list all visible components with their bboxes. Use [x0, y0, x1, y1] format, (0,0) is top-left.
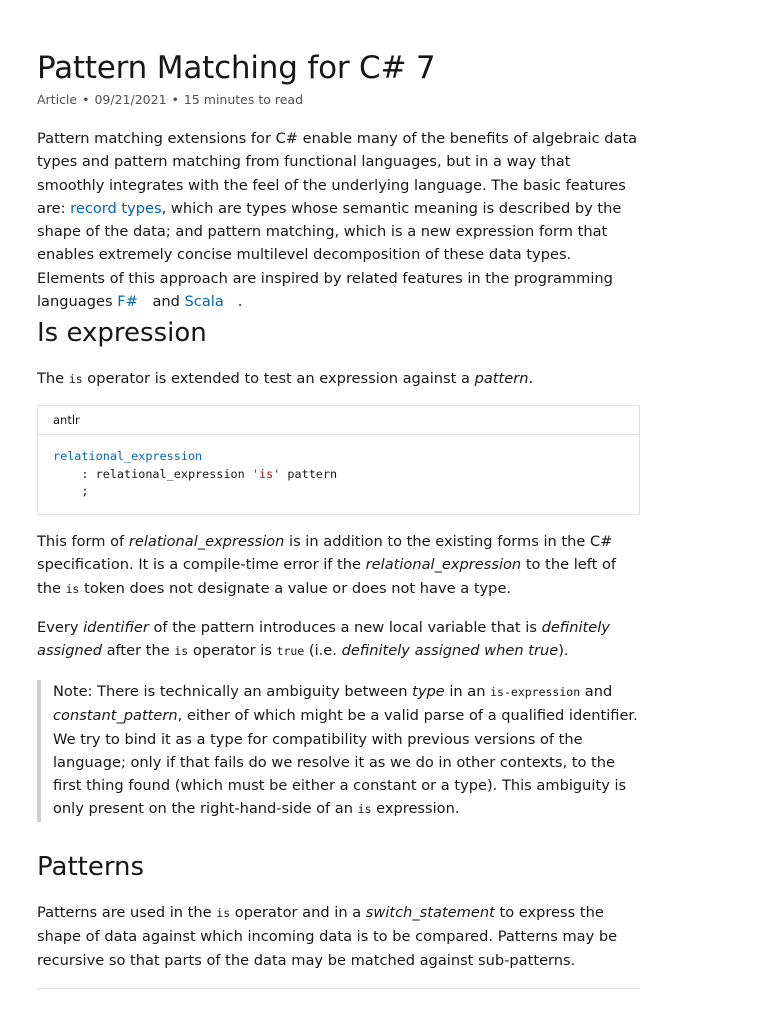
fsharp-link[interactable]: F#	[117, 293, 138, 311]
inline-code: is	[65, 581, 80, 596]
note-text	[53, 680, 640, 822]
text: operator is	[188, 642, 277, 660]
text: in an	[444, 683, 491, 700]
emphasis: type	[412, 683, 445, 700]
text: and	[580, 683, 613, 700]
text: This form of	[37, 533, 129, 550]
inline-code: true	[276, 644, 305, 659]
note-callout	[37, 680, 640, 822]
text: (i.e.	[304, 642, 342, 660]
meta-read-time: 15 minutes to read	[183, 92, 304, 107]
text: ).	[558, 642, 569, 660]
identifier-paragraph	[37, 616, 640, 664]
code-block	[37, 405, 640, 515]
inline-code: is	[357, 802, 372, 817]
inline-code: is-expression	[490, 685, 581, 699]
relational-expression-paragraph	[37, 530, 640, 601]
intro-text: Pattern matching extensions for C# enable many of the benefits of algebraic data types and pattern matching from functional languages, but in a way that smoothly integrates with the feel of the underlying language. The basic features are:	[37, 130, 638, 217]
inline-code: is	[68, 372, 83, 386]
text: Every	[37, 619, 84, 636]
code-text: pattern	[280, 466, 338, 481]
text: to express the shape of data against which incoming data is to be compared. Patterns may be recursive so that parts of the data may be matched against sub-patterns.	[37, 904, 618, 969]
emphasis: relational_expression	[128, 533, 285, 550]
text: expression.	[371, 800, 460, 818]
intro-paragraph	[37, 127, 640, 313]
text: after the	[101, 642, 175, 660]
emphasis: definitely assigned	[37, 619, 610, 660]
emphasis: relational_expression	[365, 556, 522, 574]
section-divider	[37, 988, 640, 989]
emphasis: switch_statement	[365, 904, 495, 921]
text: Patterns are used in the	[37, 904, 217, 921]
intro-text: .	[237, 293, 243, 311]
text: to the left of the	[37, 556, 617, 597]
code-text: ;	[53, 484, 89, 498]
text: .	[528, 370, 534, 387]
code-content[interactable]	[38, 435, 639, 501]
text: is in addition to the existing forms in the C# specification. It is a compile-time error if the	[37, 533, 613, 574]
code-language-label: antlr	[38, 406, 639, 435]
emphasis: definitely assigned when true	[341, 642, 559, 660]
page-title: Pattern Matching for C# 7	[37, 50, 436, 86]
section-heading-is-expression: Is expression	[37, 318, 207, 348]
meta-separator: •	[82, 92, 90, 107]
meta-type: Article	[37, 92, 78, 107]
code-rule-name: relational_expression	[53, 449, 203, 463]
text: , either of which might be a valid parse of a qualified identifier. We try to bind it as a type for compatibility with previous versions of the language; only if that fails do we resolve it as we do in other contexts, to the first thing found (which must be either a constant or a type). This ambiguity is only present on the right-hand-side of an	[53, 707, 638, 818]
emphasis: constant_pattern	[53, 707, 178, 725]
code-string: 'is'	[251, 466, 281, 481]
intro-text: , which are types whose semantic meaning is described by the shape of the data; and pattern matching, which is a new expression form that enables extremely concise multilevel decomposition of these data types. Elements of this approach are inspired by related features in the programming languages	[37, 199, 622, 311]
text: The	[37, 370, 69, 387]
article-meta	[37, 92, 303, 107]
emphasis: identifier	[83, 619, 149, 636]
text: Note: There is technically an ambiguity between	[53, 683, 413, 700]
inline-code: is	[216, 906, 231, 920]
text: operator and in a	[230, 904, 366, 921]
text: operator is extended to test an expression against a	[82, 370, 475, 387]
scala-link[interactable]: Scala	[184, 293, 224, 311]
section-heading-patterns: Patterns	[37, 852, 145, 882]
intro-text: and	[147, 293, 185, 311]
patterns-paragraph	[37, 901, 640, 972]
inline-code: is	[174, 644, 189, 659]
text: token does not designate a value or does not have a type.	[79, 579, 512, 597]
meta-date: 09/21/2021	[94, 92, 167, 107]
record-types-link[interactable]: record types	[70, 199, 162, 217]
is-operator-paragraph	[37, 367, 640, 391]
code-text: : relational_expression	[53, 466, 252, 481]
text: of the pattern introduces a new local variable that is	[148, 619, 542, 636]
meta-separator: •	[171, 92, 179, 107]
emphasis: pattern	[474, 370, 529, 387]
